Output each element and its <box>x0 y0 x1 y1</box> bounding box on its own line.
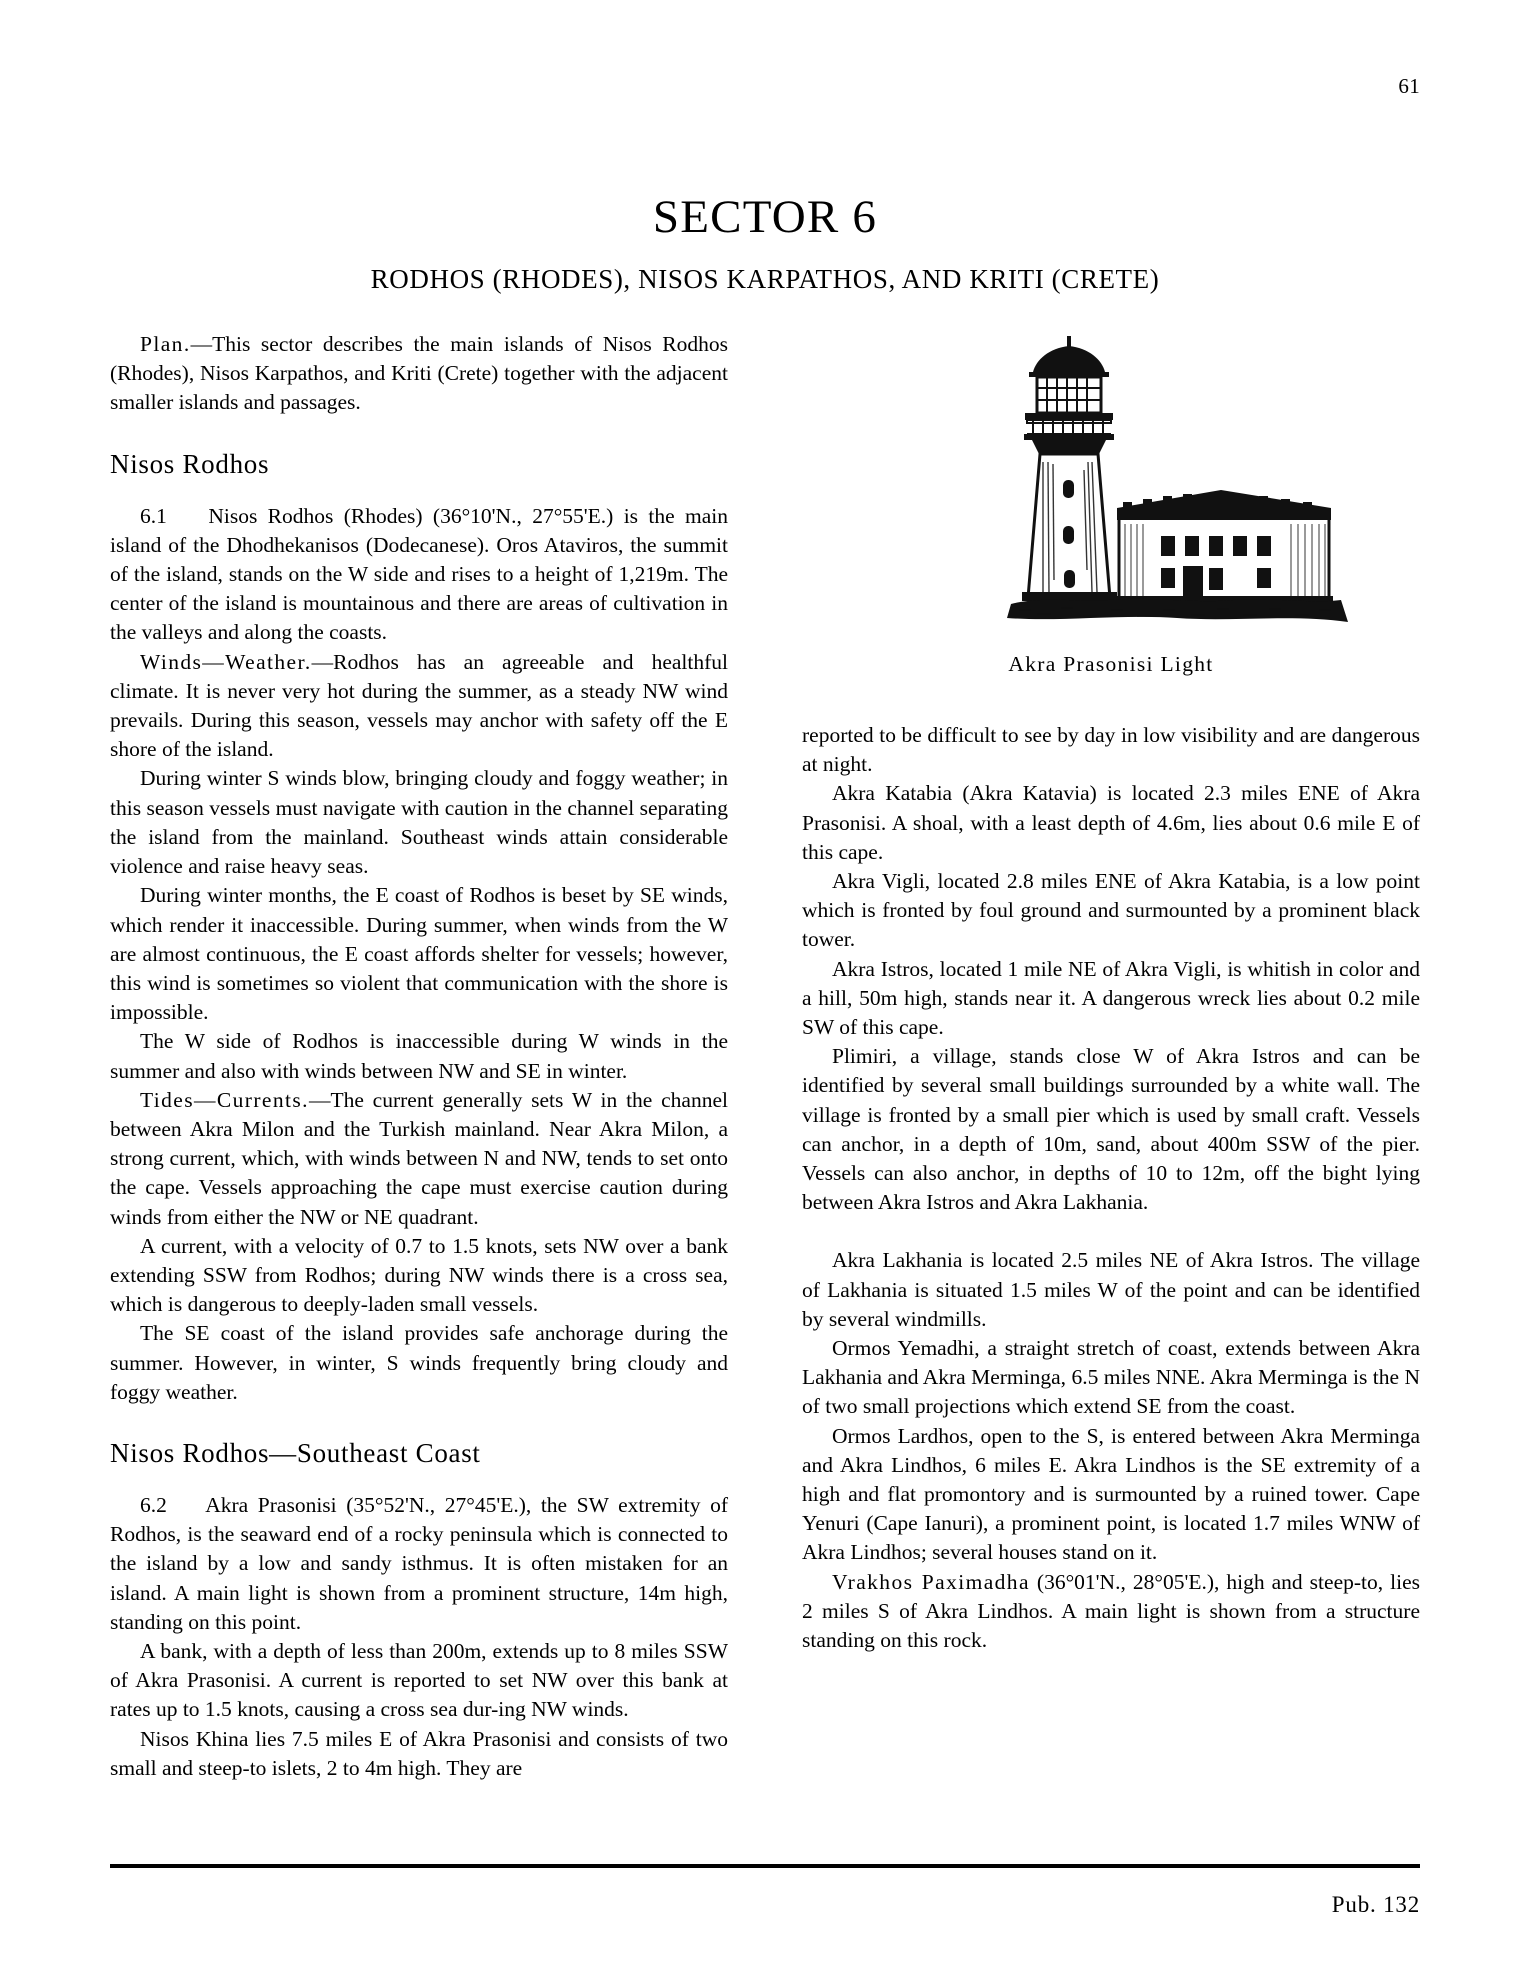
winds-weather-text: —Rodhos has an agreeable and healthful climate. It is never very hot during the summer, as a steady NW wind prevails. During this season, vessels may anchor with safety off the E shore of the island. <box>110 649 728 762</box>
figure-spacer <box>802 677 1420 721</box>
paragraph-winds-weather <box>110 648 728 765</box>
vrakhos-paximadha-label: Vrakhos Paximadha <box>832 1569 1030 1594</box>
paragraph-plan <box>110 330 728 418</box>
paragraph-w-side: The W side of Rodhos is inaccessible during W winds in the summer and also with winds between NW and SE in winter. <box>110 1029 728 1083</box>
page-number: 61 <box>1398 74 1420 98</box>
paragraph-ormos-lardhos: Ormos Lardhos, open to the S, is entered between Akra Merminga and Akra Lindhos, 6 miles E. Akra Lindhos is the SE extremity of a high and flat promontory and is surmounted by a ruined tower. Cape Yenuri (Cape Ianuri), a prominent point, is located 1.7 miles WNW of Akra Lindhos; several houses stand on it. <box>802 1423 1420 1565</box>
section-heading-nisos-rodhos: Nisos Rodhos <box>110 448 270 479</box>
paragraph-se-coast: The SE coast of the island provides safe anchorage during the summer. However, in winter, S winds frequently bring cloudy and foggy weather. <box>110 1321 728 1404</box>
paragraph-6-2-text: Akra Prasonisi (35°52'N., 27°45'E.), the SW extremity of Rodhos, is the seaward end of a rocky peninsula which is connected to the island by a low and sandy isthmus. It is often mistaken for an island. A main light is shown from a prominent structure, 14m high, standing on this point. <box>110 1493 729 1634</box>
tides-currents-label: Tides—Currents. <box>140 1087 309 1112</box>
paragraph-akra-vigli: Akra Vigli, located 2.8 miles ENE of Akra Katabia, is a low point which is fronted by foul ground and surmounted by a prominent black tower. <box>802 869 1420 952</box>
paragraph-ormos-yemadhi: Ormos Yemadhi, a straight stretch of coast, extends between Akra Lakhania and Akra Merminga, 6.5 miles NNE. Akra Merminga is the N of two small projections which extend SE from the coast. <box>802 1336 1420 1419</box>
section-heading-southeast-coast: Nisos Rodhos—Southeast Coast <box>110 1437 481 1468</box>
tides-currents-text: —The current generally sets W in the channel between Akra Milon and the Turkish mainland. Near Akra Milon, a strong current, which, with winds between N and NW, tends to set onto the cape. Vessels approaching the cape must exercise caution during winds from either the NW or NE quadrant. <box>110 1087 728 1229</box>
publication-label: Pub. 132 <box>1331 1892 1420 1917</box>
paragraph-winter-e-coast: During winter months, the E coast of Rodhos is beset by SE winds, which render it inaccessible. During summer, when winds from the W are almost continuous, the E coast affords shelter for vessels; however, this wind is sometimes so violent that communication with the shore is impossible. <box>110 883 728 1025</box>
lighthouse-illustration <box>861 330 1361 630</box>
paragraph-bank: A bank, with a depth of less than 200m, extends up to 8 miles SSW of Akra Prasonisi. A current is reported to set NW over this bank at rates up to 1.5 knots, causing a cross sea dur-ing NW winds. <box>110 1639 728 1722</box>
paragraph-6-2 <box>110 1491 728 1637</box>
paragraph-current-velocity: A current, with a velocity of 0.7 to 1.5 knots, sets NW over a bank extending SSW from Rodhos; during NW winds there is a cross sea, which is dangerous to deeply-laden small vessels. <box>110 1233 728 1317</box>
paragraph-nisos-khina: Nisos Khina lies 7.5 miles E of Akra Prasonisi and consists of two small and steep-to islets, 2 to 4m high. They are <box>110 1726 728 1780</box>
figure-akra-prasonisi-light <box>802 330 1420 677</box>
plan-label: Plan. <box>140 332 191 356</box>
winds-weather-label: Winds—Weather. <box>140 649 312 674</box>
paragraph-akra-istros: Akra Istros, located 1 mile NE of Akra Vigli, is whitish in color and a hill, 50m high, stands near it. A dangerous wreck lies about 0.2 mile SW of this cape. <box>802 956 1420 1040</box>
body-columns <box>110 330 1420 1810</box>
footer-divider <box>110 1864 1420 1868</box>
paragraph-number-6-1: 6.1 <box>140 503 167 528</box>
paragraph-winter-s-winds: During winter S winds blow, bringing cloudy and foggy weather; in this season vessels must navigate with caution in the channel separating the island from the mainland. Southeast winds attain considerable violence and raise heavy seas. <box>110 766 728 879</box>
page-subtitle: RODHOS (RHODES), NISOS KARPATHOS, AND KRITI (CRETE) <box>370 264 1160 294</box>
vrakhos-paximadha-text: (36°01'N., 28°05'E.), high and steep-to, lies 2 miles S of Akra Lindhos. A main light is shown from a structure standing on this rock. <box>802 1569 1420 1653</box>
paragraph-akra-lakhania: Akra Lakhania is located 2.5 miles NE of Akra Istros. The village of Lakhania is situated 1.5 miles W of the point and can be identified by several windmills. <box>802 1248 1420 1331</box>
paragraph-continued-from-left: reported to be difficult to see by day in low visibility and are dangerous at night. <box>802 723 1420 777</box>
paragraph-vrakhos-paximadha <box>802 1568 1420 1656</box>
paragraph-6-1 <box>110 502 728 648</box>
paragraph-tides-currents <box>110 1086 728 1232</box>
plan-text: —This sector describes the main islands of Nisos Rodhos (Rhodes), Nisos Karpathos, and Kriti (Crete) together with the adjacent smaller islands and passages. <box>110 332 728 415</box>
paragraph-6-1-text: Nisos Rodhos (Rhodes) (36°10'N., 27°55'E.) is the main island of the Dhodhekanisos (Dodecanese). Oros Ataviros, the summit of the island, stands on the W side and rises to a height of 1,219m. The center of the island is mountainous and there are areas of cultivation in the valleys and along the coasts. <box>110 503 729 645</box>
page-title: SECTOR 6 <box>652 191 878 244</box>
paragraph-plimiri: Plimiri, a village, stands close W of Akra Istros and can be identified by several small buildings surrounded by a white wall. The village is fronted by a small pier which is used by small craft. Vessels can anchor, in a depth of 10m, sand, about 400m SSW of the pier. Vessels can also anchor, in depths of 10 to 12m, off the bight lying between Akra Istros and Akra Lakhania. <box>802 1044 1420 1215</box>
paragraph-number-6-2: 6.2 <box>140 1493 167 1517</box>
figure-caption: Akra Prasonisi Light <box>1008 652 1214 676</box>
paragraph-akra-katabia: Akra Katabia (Akra Katavia) is located 2.3 miles ENE of Akra Prasonisi. A shoal, with a least depth of 4.6m, lies about 0.6 mile E of this cape. <box>802 781 1420 864</box>
right-column <box>802 330 1420 1655</box>
left-column <box>110 330 728 1783</box>
